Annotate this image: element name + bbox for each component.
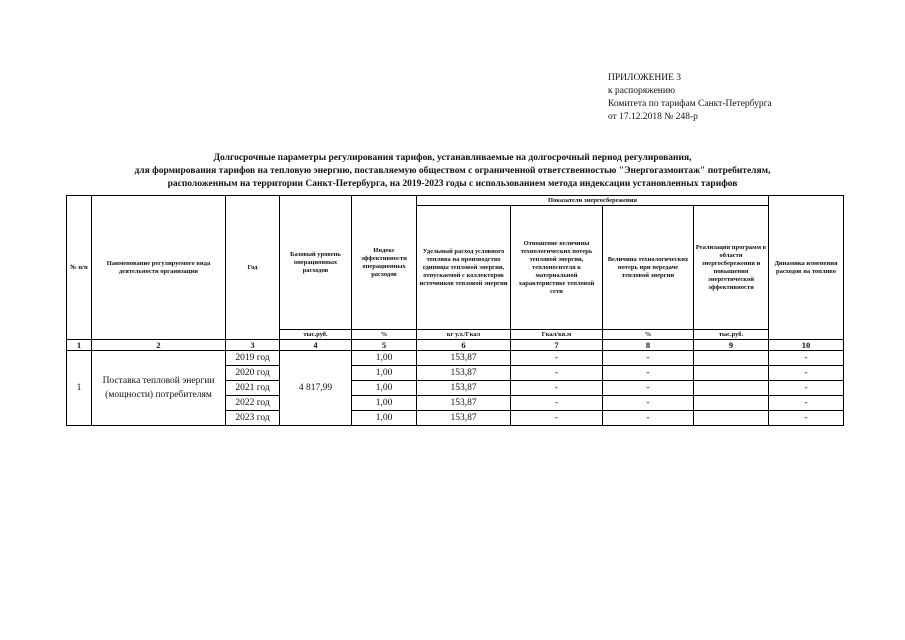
title-line-3: расположенным на территории Санкт-Петербурга, на 2019-2023 годы с использованием метода индексации установленных тарифов	[167, 179, 738, 189]
column-number: 1	[67, 340, 92, 351]
row-number: 1	[67, 351, 92, 426]
header-loss-ratio: Отношение величины технологических потерь тепловой энергии, теплоносителя к материальной характеристике тепловой сети	[511, 206, 603, 330]
column-number: 7	[511, 340, 603, 351]
fuel-dynamics-cell: -	[769, 351, 844, 366]
fuel-dynamics-cell: -	[769, 366, 844, 381]
tech-losses-cell: -	[603, 381, 694, 396]
efficiency-index-cell: 1,00	[352, 411, 417, 426]
efficiency-index-cell: 1,00	[352, 351, 417, 366]
title-line-2: для формирования тарифов на тепловую энергию, поставляемую обществом с ограниченной ответственностью "Энергогазмонтаж" потребителям,	[134, 166, 771, 176]
year-cell: 2019 год	[226, 351, 280, 366]
appendix-header	[608, 72, 772, 124]
unit-base-level: тыс.руб.	[280, 330, 352, 340]
unit-efficiency-index: %	[352, 330, 417, 340]
column-numbers-row	[67, 340, 844, 351]
header-row-group	[67, 196, 844, 206]
column-number: 6	[417, 340, 511, 351]
loss-ratio-cell: -	[511, 411, 603, 426]
table-row	[67, 351, 844, 366]
appendix-ref: к распоряжению	[608, 86, 676, 96]
base-level-value: 4 817,99	[280, 351, 352, 426]
header-fuel-consumption: Удельный расход условного топлива на производство единицы тепловой энергии, отпускаемой с коллекторов источников тепловой энергии	[417, 206, 511, 330]
programs-cell	[694, 411, 769, 426]
unit-loss-ratio: Гкал/кв.м	[511, 330, 603, 340]
year-cell: 2022 год	[226, 396, 280, 411]
appendix-committee: Комитета по тарифам Санкт-Петербурга	[608, 99, 772, 109]
tech-losses-cell: -	[603, 351, 694, 366]
loss-ratio-cell: -	[511, 351, 603, 366]
header-year: Год	[226, 196, 280, 340]
loss-ratio-cell: -	[511, 381, 603, 396]
efficiency-index-cell: 1,00	[352, 366, 417, 381]
column-number: 5	[352, 340, 417, 351]
fuel-consumption-cell: 153,87	[417, 366, 511, 381]
fuel-dynamics-cell: -	[769, 411, 844, 426]
appendix-date: от 17.12.2018 № 248-р	[608, 112, 698, 122]
efficiency-index-cell: 1,00	[352, 396, 417, 411]
year-cell: 2020 год	[226, 366, 280, 381]
fuel-dynamics-cell: -	[769, 381, 844, 396]
header-base-level: Базовый уровень операционных расходов	[280, 196, 352, 330]
programs-cell	[694, 396, 769, 411]
header-energy-saving-group: Показатели энергосбережения	[417, 196, 769, 206]
column-number: 4	[280, 340, 352, 351]
unit-tech-losses: %	[603, 330, 694, 340]
header-efficiency-index: Индекс эффективности операционных расходов	[352, 196, 417, 330]
fuel-consumption-cell: 153,87	[417, 351, 511, 366]
programs-cell	[694, 366, 769, 381]
fuel-consumption-cell: 153,87	[417, 396, 511, 411]
tech-losses-cell: -	[603, 396, 694, 411]
efficiency-index-cell: 1,00	[352, 381, 417, 396]
fuel-consumption-cell: 153,87	[417, 381, 511, 396]
loss-ratio-cell: -	[511, 396, 603, 411]
programs-cell	[694, 351, 769, 366]
header-no: № п/п	[67, 196, 92, 340]
column-number: 9	[694, 340, 769, 351]
column-number: 2	[92, 340, 226, 351]
year-cell: 2021 год	[226, 381, 280, 396]
header-fuel-dynamics: Динамика изменения расходов на топливо	[769, 196, 844, 340]
tariff-parameters-table	[66, 195, 844, 426]
programs-cell	[694, 381, 769, 396]
header-tech-losses: Величина технологических потерь при передаче тепловой энергии	[603, 206, 694, 330]
activity-name: Поставка тепловой энергии (мощности) потребителям	[92, 351, 226, 426]
year-cell: 2023 год	[226, 411, 280, 426]
document-title	[40, 152, 865, 191]
appendix-title: ПРИЛОЖЕНИЕ 3	[608, 73, 682, 83]
tech-losses-cell: -	[603, 411, 694, 426]
tech-losses-cell: -	[603, 366, 694, 381]
header-programs: Реализация программ в области энергосбережения и повышения энергетической эффективности	[694, 206, 769, 330]
unit-programs: тыс.руб.	[694, 330, 769, 340]
unit-fuel: кг у.т./Гкал	[417, 330, 511, 340]
column-number: 3	[226, 340, 280, 351]
header-activity: Наименование регулируемого вида деятельности организации	[92, 196, 226, 340]
column-number: 10	[769, 340, 844, 351]
loss-ratio-cell: -	[511, 366, 603, 381]
fuel-consumption-cell: 153,87	[417, 411, 511, 426]
title-line-1: Долгосрочные параметры регулирования тарифов, устанавливаемые на долгосрочный период регулирования,	[213, 153, 692, 163]
fuel-dynamics-cell: -	[769, 396, 844, 411]
column-number: 8	[603, 340, 694, 351]
